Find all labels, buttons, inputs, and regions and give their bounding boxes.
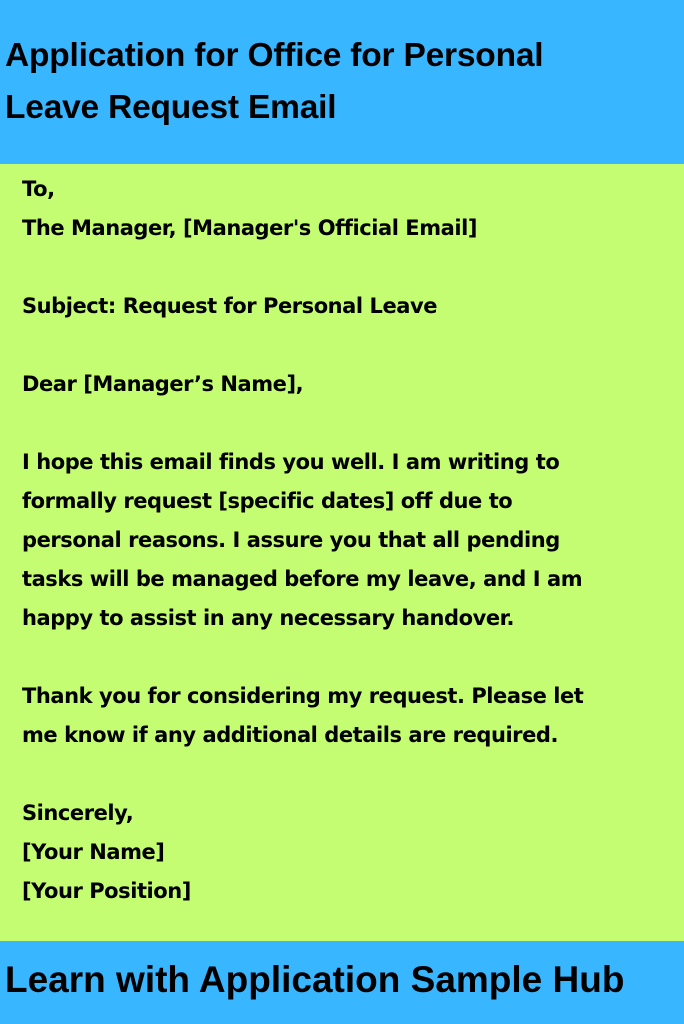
closing: Sincerely, (22, 801, 134, 825)
paragraph-line: formally request [specific dates] off due to (22, 489, 513, 513)
spacer (22, 326, 664, 365)
sender-position: [Your Position] (22, 879, 191, 903)
spacer (22, 248, 664, 287)
page-title (5, 30, 684, 134)
spacer (22, 638, 664, 677)
page-title-line-1: Application for Office for Personal (5, 37, 544, 74)
page-title-line-2: Leave Request Email (5, 89, 337, 126)
paragraph-line: tasks will be managed before my leave, and I am (22, 567, 583, 591)
paragraph-line: happy to assist in any necessary handover. (22, 606, 515, 630)
header-banner (0, 0, 684, 164)
spacer (22, 404, 664, 443)
recipient-line: The Manager, [Manager's Official Email] (22, 216, 478, 240)
letter-body (0, 164, 684, 941)
salutation: Dear [Manager’s Name], (22, 372, 304, 396)
paragraph-line: personal reasons. I assure you that all pending (22, 528, 560, 552)
paragraph-line: Thank you for considering my request. Please let (22, 684, 584, 708)
paragraph-intro (22, 443, 664, 638)
subject-line: Subject: Request for Personal Leave (22, 294, 437, 318)
spacer (22, 755, 664, 794)
footer-text: Learn with Application Sample Hub (5, 959, 625, 1000)
paragraph-line: me know if any additional details are required. (22, 723, 558, 747)
footer-banner (0, 941, 684, 1024)
paragraph-thanks (22, 677, 664, 755)
sender-name: [Your Name] (22, 840, 165, 864)
paragraph-line: I hope this email finds you well. I am writing to (22, 450, 560, 474)
to-label: To, (22, 177, 55, 201)
